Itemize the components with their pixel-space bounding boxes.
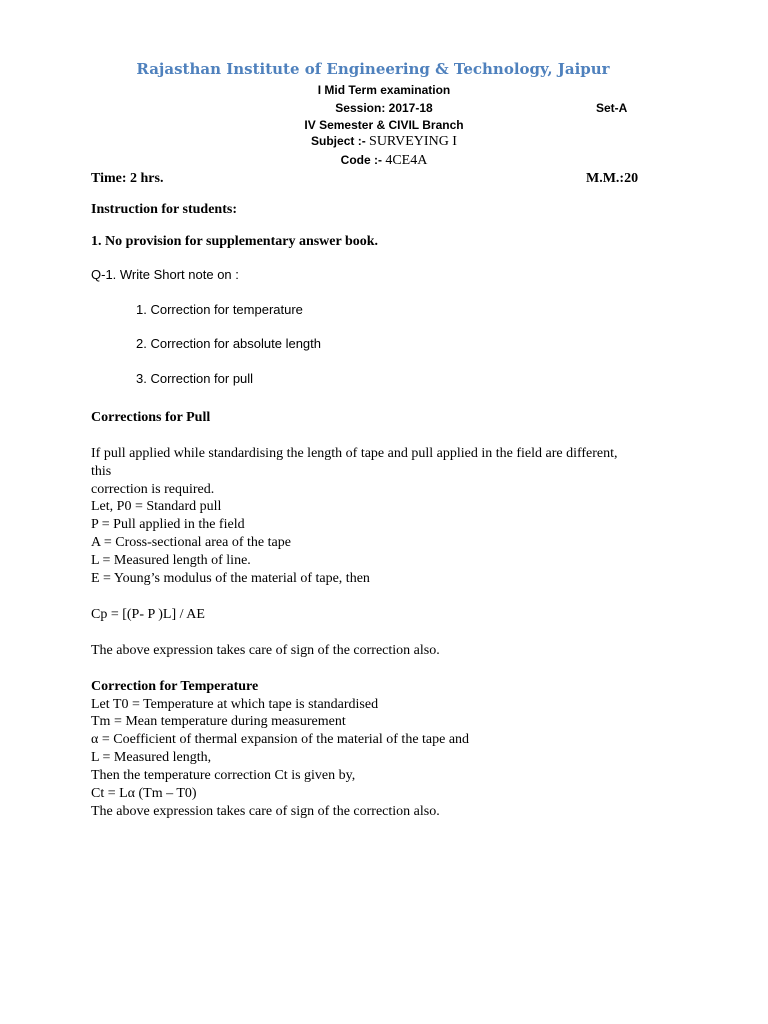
- pull-text-line: E = Young’s modulus of the material of tape, then: [91, 571, 370, 586]
- code-line: [0, 153, 768, 169]
- temperature-heading: Correction for Temperature: [91, 679, 259, 694]
- pull-text-line: Let, P0 = Standard pull: [91, 499, 222, 514]
- question-item: 2. Correction for absolute length: [136, 336, 321, 351]
- pull-heading: Corrections for Pull: [91, 410, 211, 425]
- pull-formula: Cp = [(P- P )L] / AE: [91, 607, 205, 622]
- session: Session: 2017-18: [335, 101, 433, 115]
- semester-branch: IV Semester & CIVIL Branch: [304, 118, 464, 132]
- pull-text-line: this: [91, 464, 112, 479]
- set-label: Set-A: [596, 101, 628, 115]
- instruction-item: 1. No provision for supplementary answer book.: [91, 234, 379, 249]
- code-value: 4CE4A: [385, 153, 428, 168]
- code-label: Code :-: [340, 153, 382, 167]
- pull-text-line: correction is required.: [91, 482, 215, 497]
- pull-text-line: A = Cross-sectional area of the tape: [91, 535, 291, 550]
- temperature-formula: Ct = Lα (Tm – T0): [91, 786, 197, 801]
- temperature-text-line: α = Coefficient of thermal expansion of the material of the tape and: [91, 732, 470, 747]
- temperature-text-line: L = Measured length,: [91, 750, 212, 765]
- temperature-text-line: Then the temperature correction Ct is given by,: [91, 768, 356, 783]
- temperature-note: The above expression takes care of sign of the correction also.: [91, 804, 440, 819]
- max-marks: M.M.:20: [586, 171, 639, 186]
- institute-title: Rajasthan Institute of Engineering & Technology, Jaipur: [136, 60, 610, 78]
- subject-value: SURVEYING I: [369, 134, 457, 149]
- subject-line: [0, 134, 768, 150]
- instructions-heading: Instruction for students:: [91, 202, 237, 217]
- question-item: 1. Correction for temperature: [136, 302, 303, 317]
- question-item: 3. Correction for pull: [136, 371, 254, 386]
- temperature-text-line: Let T0 = Temperature at which tape is standardised: [91, 697, 379, 712]
- question-prompt: Q-1. Write Short note on :: [91, 267, 239, 282]
- pull-text-line: P = Pull applied in the field: [91, 517, 245, 532]
- temperature-text-line: Tm = Mean temperature during measurement: [91, 714, 346, 729]
- time-allowed: Time: 2 hrs.: [91, 171, 164, 186]
- exam-name: I Mid Term examination: [317, 83, 451, 97]
- pull-note: The above expression takes care of sign of the correction also.: [91, 643, 440, 658]
- subject-label: Subject :-: [311, 134, 366, 148]
- pull-text-line: L = Measured length of line.: [91, 553, 251, 568]
- pull-text-line: If pull applied while standardising the length of tape and pull applied in the field are different,: [91, 446, 618, 461]
